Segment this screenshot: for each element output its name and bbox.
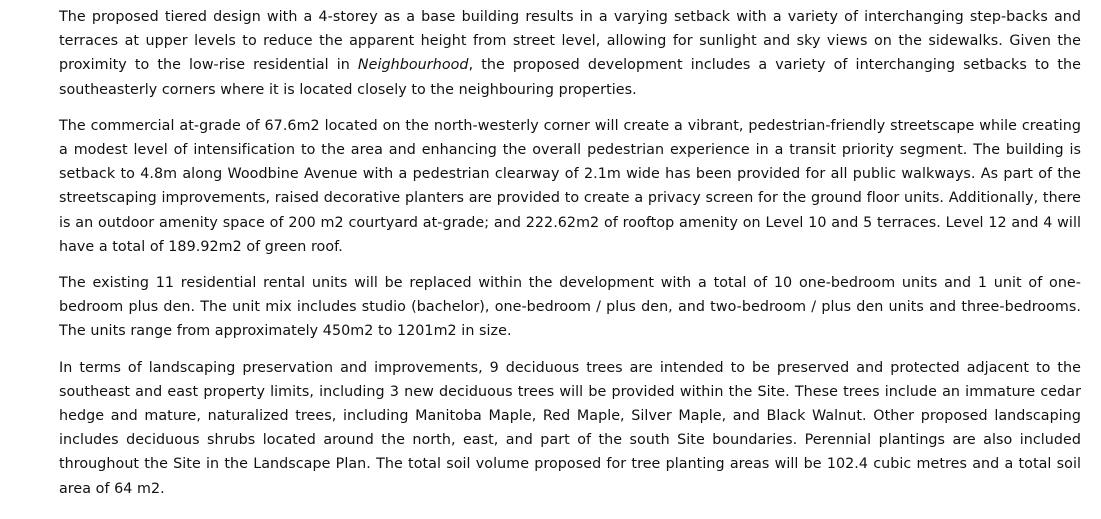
emphasized-term: Neighbourhood xyxy=(357,57,469,74)
paragraph-landscaping: In terms of landscaping preservation and improvements, 9 deciduous trees are intended to be preserved and protected adjacent to the southeast and east property limits, including 3 new deciduous trees will be provided within the Site. These trees include an immature cedar hedge and mature, naturalized trees, including Manitoba Maple, Red Maple, Silver Maple, and Black Walnut. Other proposed landscaping includes deciduous shrubs located around the north, east, and part of the south Site boundaries. Perennial plantings are also included throughout the Site in the Landscape Plan. The total soil volume proposed for tree planting areas will be 102.4 cubic metres and a total soil area of 64 m2. xyxy=(59,359,1081,497)
paragraph-text: , the proposed development includes a variety of interchanging setbacks to the southeasterly corners where it is located closely to the neighbouring properties. xyxy=(59,57,1081,98)
document-body xyxy=(59,5,1081,501)
paragraph-text: The proposed tiered design with a 4-storey as a base building results in a varying setback with a variety of interchanging step-backs and terraces at upper levels to reduce the apparent height from street level, allowing for sunlight and sky views on the sidewalks. Given the proximity to the low-rise residential in xyxy=(59,9,1081,74)
paragraph-tiered-design xyxy=(59,5,1081,102)
paragraph-commercial: The commercial at-grade of 67.6m2 located on the north-westerly corner will create a vibrant, pedestrian-friendly streetscape while creating a modest level of intensification to the area and enhancing the overall pedestrian experience in a transit priority segment. The building is setback to 4.8m along Woodbine Avenue with a pedestrian clearway of 2.1m wide has been provided for all public walkways. As part of the streetscaping improvements, raised decorative planters are provided to create a privacy screen for the ground floor units. Additionally, there is an outdoor amenity space of 200 m2 courtyard at-grade; and 222.62m2 of rooftop amenity on Level 10 and 5 terraces. Level 12 and 4 will have a total of 189.92m2 of green roof. xyxy=(59,117,1081,255)
paragraph-residential-units: The existing 11 residential rental units will be replaced within the development with a total of 10 one-bedroom units and 1 unit of one-bedroom plus den. The unit mix includes studio (bachelor), one-bedroom / plus den, and two-bedroom / plus den units and three-bedrooms. The units range from approximately 450m2 to 1201m2 in size. xyxy=(59,275,1081,340)
